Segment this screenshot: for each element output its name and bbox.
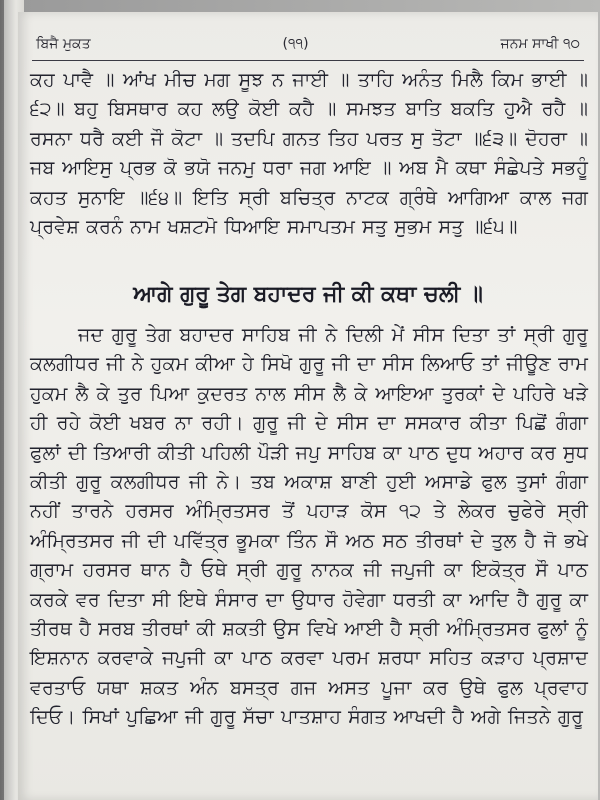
header-right-title: ਜਨਮ ਸਾਖੀ ੧੦ [500, 36, 580, 52]
section-heading: ਆਗੇ ਗੁਰੂ ਤੇਗ ਬਹਾਦਰ ਜੀ ਕੀ ਕਥਾ ਚਲੀ ॥ [133, 282, 483, 307]
verse-paragraph: ਕਹ ਪਾਵੈ ॥ ਆਂਖ ਮੀਚ ਮਗ ਸੂਝ ਨ ਜਾਈ ॥ ਤਾਹਿ ਅਨੰਤ ਮਿਲੈ ਕਿਮ ਭਾਈ ॥੬੨॥ ਬਹੁ ਬਿਸਥਾਰ ਕਹ ਲਉ ਕੋਈ ਕਹੈ ॥ ਸਮਝਤ ਬਾਤਿ ਬਕਤਿ ਹੁਐ ਰਹੈ ॥ ਰਸਨਾ ਧਰੈ ਕਈ ਜੌ ਕੋਟਾ ॥ ਤਦਪਿ ਗਨਤ ਤਿਹ ਪਰਤ ਸੁ ਤੋਟਾ ॥੬੩॥ ਦੋਹਰਾ ॥ ਜਬ ਆਇਸੁ ਪ੍ਰਭ ਕੋ ਭਯੋ ਜਨਮੁ ਧਰਾ ਜਗ ਆਇ ॥ ਅਬ ਮੈ ਕਥਾ ਸੰਛੇਪਤੇ ਸਭਹੂੰ ਕਹਤ ਸੁਨਾਇ ॥੬੪॥ ਇਤਿ ਸ੍ਰੀ ਬਚਿਤ੍ਰ ਨਾਟਕ ਗ੍ਰੰਥੇ ਆਗਿਆ ਕਾਲ ਜਗ ਪ੍ਰਵੇਸ਼ ਕਰਨੰ ਨਾਮ ਖਸ਼ਟਮੋ ਧਿਆਇ ਸਮਾਪਤਮ ਸਤੁ ਸੁਭਮ ਸਤੁ ॥੬੫॥ [30, 69, 588, 239]
book-page [18, 12, 598, 800]
running-header [36, 34, 580, 54]
header-rule [32, 60, 584, 61]
header-left-title: ਬਿਜੈ ਮੁਕਤ [36, 36, 91, 52]
prose-paragraph: ਜਦ ਗੁਰੂ ਤੇਗ ਬਹਾਦਰ ਸਾਹਿਬ ਜੀ ਨੇ ਦਿਲੀ ਮੇਂ ਸੀਸ ਦਿਤਾ ਤਾਂ ਸ੍ਰੀ ਗੁਰੂ ਕਲਗੀਧਰ ਜੀ ਨੇ ਹੁਕਮ ਕੀਆ ਹੇ ਸਿਖੋ ਗੁਰੂ ਜੀ ਦਾ ਸੀਸ ਲਿਆਓ ਤਾਂ ਜੀਊਣ ਰਾਮ ਹੁਕਮ ਲੈ ਕੇ ਤੁਰ ਪਿਆ ਕੁਦਰਤ ਨਾਲ ਸੀਸ ਲੈ ਕੇ ਆਇਆ ਤੁਰਕਾਂ ਦੇ ਪਹਿਰੇ ਖੜੇ ਹੀ ਰਹੇ ਕੋਈ ਖਬਰ ਨਾ ਰਹੀ। ਗੁਰੂ ਜੀ ਦੇ ਸੀਸ ਦਾ ਸਸਕਾਰ ਕੀਤਾ ਪਿਛੋਂ ਗੰਗਾ ਫੁਲਾਂ ਦੀ ਤਿਆਰੀ ਕੀਤੀ ਪਹਿਲੀ ਪੌੜੀ ਜਪੁ ਸਾਹਿਬ ਕਾ ਪਾਠ ਦੁਧ ਅਹਾਰ ਕਰ ਸੁਧ ਕੀਤੀ ਗੁਰੂ ਕਲਗੀਧਰ ਜੀ ਨੇ। ਤਬ ਅਕਾਸ਼ ਬਾਣੀ ਹੁਈ ਅਸਾਡੇ ਫੁਲ ਤੁਸਾਂ ਗੰਗਾ ਨਹੀਂ ਤਾਰਨੇ ਹਰਸਰ ਅੰਮ੍ਰਿਤਸਰ ਤੋਂ ਪਹਾੜ ਕੋਸ ੧੨ ਤੇ ਲੇਕਰ ਚੁਫੇਰੇ ਸ੍ਰੀ ਅੰਮ੍ਰਿਤਸਰ ਜੀ ਦੀ ਪਵਿੱਤ੍ਰ ਭੂਮਕਾ ਤਿੰਨ ਸੌ ਅਠ ਸਠ ਤੀਰਥਾਂ ਦੇ ਤੁਲ ਹੈ ਜੋ ਭਖੇ ਗ੍ਰਾਮ ਹਰਸਰ ਥਾਨ ਹੈ ਓਥੇ ਸ੍ਰੀ ਗੁਰੂ ਨਾਨਕ ਜੀ ਜਪੁਜੀ ਕਾ ਇਕੋਤ੍ਰ ਸੌ ਪਾਠ ਕਰਕੇ ਵਰ ਦਿਤਾ ਸੀ ਇਥੇ ਸੰਸਾਰ ਦਾ ਉਧਾਰ ਹੋਵੇਗਾ ਧਰਤੀ ਕਾ ਆਦਿ ਹੈ ਗੁਰੂ ਕਾ ਤੀਰਥ ਹੈ ਸਰਬ ਤੀਰਥਾਂ ਕੀ ਸ਼ਕਤੀ ਉਸ ਵਿਖੇ ਆਈ ਹੈ ਸ੍ਰੀ ਅੰਮ੍ਰਿਤਸਰ ਫੁਲਾਂ ਨੂੰ ਇਸ਼ਨਾਨ ਕਰਵਾਕੇ ਜਪੁਜੀ ਕਾ ਪਾਠ ਕਰਵਾ ਪਰਮ ਸ਼ਰਧਾ ਸਹਿਤ ਕੜਾਹ ਪ੍ਰਸ਼ਾਦ ਵਰਤਾਓ ਯਥਾ ਸ਼ਕਤ ਅੰਨ ਬਸਤ੍ਰ ਗਜ ਅਸਤ ਪੂਜਾ ਕਰ ਉਥੇ ਫੁਲ ਪ੍ਰਵਾਹ ਦਿਓ। ਸਿਖਾਂ ਪੁਛਿਆ ਜੀ ਗੁਰੂ ਸੱਚਾ ਪਾਤਸ਼ਾਹ ਸੰਗਤ ਆਖਦੀ ਹੈ ਅਗੇ ਜਿਤਨੇ ਗੁਰੂ [30, 324, 588, 729]
page-number: (੧੧) [282, 36, 309, 52]
